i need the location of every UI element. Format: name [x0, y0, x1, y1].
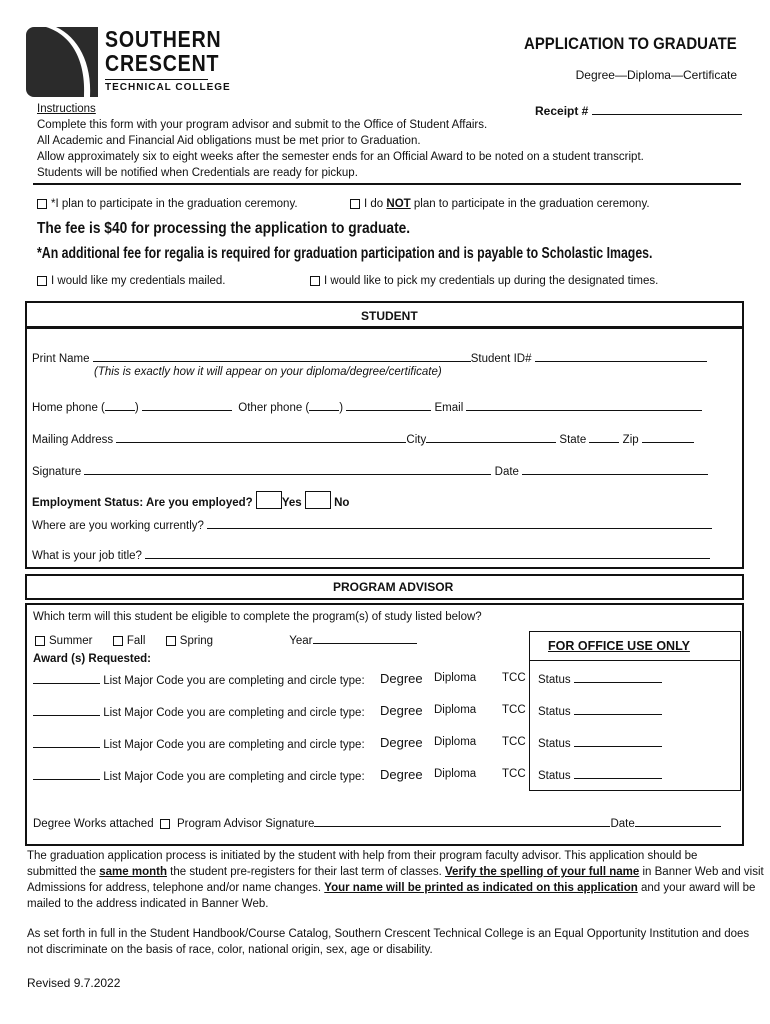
award-type-tcc[interactable]: TCC [502, 704, 526, 716]
state-field[interactable] [589, 431, 619, 443]
spring-checkbox[interactable] [166, 636, 176, 646]
other-phone-field[interactable] [346, 399, 431, 411]
receipt-number [535, 103, 742, 118]
processing-fee-notice: The fee is $40 for processing the application to graduate. [37, 220, 411, 237]
crescent-logo-mark [26, 27, 98, 97]
not-participate-checkbox[interactable] [350, 199, 360, 209]
status-row: Status [538, 671, 662, 686]
footer-paragraph-line: The graduation application process is initiated by the student with help from their program faculty advisor. This application should be [27, 850, 698, 862]
advisor-date-field[interactable] [635, 815, 721, 827]
instructions-heading: Instructions [37, 103, 96, 115]
year-field[interactable] [313, 632, 417, 644]
name-note: (This is exactly how it will appear on your diploma/degree/certificate) [94, 366, 442, 378]
logo-technical-college: TECHNICAL COLLEGE [105, 82, 231, 93]
status-row: Status [538, 703, 662, 718]
instruction-line: Allow approximately six to eight weeks after the semester ends for an Official Award to be noted on a student transcript. [37, 151, 644, 163]
job-title-field[interactable] [145, 547, 710, 559]
status-row: Status [538, 735, 662, 750]
degree-works-checkbox[interactable] [160, 819, 170, 829]
major-code-field[interactable] [33, 736, 100, 748]
signature-row: Signature Date [32, 463, 708, 478]
where-working-field[interactable] [207, 517, 712, 529]
equal-opportunity-line: As set forth in full in the Student Handbook/Course Catalog, Southern Crescent Technical College is an Equal Opportunity Institution and does [27, 928, 750, 940]
award-type-tcc[interactable]: TCC [502, 736, 526, 748]
award-type-tcc[interactable]: TCC [502, 672, 526, 684]
footer-paragraph-line: Admissions for address, telephone and/or name changes. Your name will be printed as indicated on this application and your award will be [27, 882, 756, 894]
receipt-field[interactable] [592, 103, 742, 115]
instruction-line: Complete this form with your program advisor and submit to the Office of Student Affairs. [37, 119, 488, 131]
print-name-row: Print Name Student ID# [32, 350, 707, 365]
credentials-mailed-option: I would like my credentials mailed. [37, 275, 226, 287]
employment-row: Employment Status: Are you employed? Yes No [32, 491, 349, 509]
award-type-degree[interactable]: Degree [380, 671, 423, 686]
award-type-diploma[interactable]: Diploma [434, 736, 477, 748]
major-code-field[interactable] [33, 704, 100, 716]
instruction-line: Students will be notified when Credentials are ready for pickup. [37, 167, 358, 179]
major-code-field[interactable] [33, 672, 100, 684]
logo-word-crescent: CRESCENT [105, 50, 220, 76]
award-type-degree[interactable]: Degree [380, 767, 423, 782]
award-row: List Major Code you are completing and circle type: [33, 704, 365, 719]
pickup-checkbox[interactable] [310, 276, 320, 286]
term-fall: Fall [126, 635, 146, 647]
footer-paragraph-line: submitted the same month the student pre-registers for their last term of classes. Verify the spelling of your full name in Banner Web and visit [27, 866, 764, 878]
instruction-line: All Academic and Financial Aid obligations must be met prior to Graduation. [37, 135, 421, 147]
term-question: Which term will this student be eligible to complete the program(s) of study listed below? [33, 611, 482, 623]
footer-paragraph-line: mailed to the address indicated in Banner Web. [27, 898, 269, 910]
term-spring: Spring [179, 635, 214, 647]
award-type-degree[interactable]: Degree [380, 703, 423, 718]
print-name-field[interactable] [93, 350, 471, 362]
employed-yes-field[interactable] [256, 491, 282, 509]
award-row: List Major Code you are completing and circle type: [33, 736, 365, 751]
advisor-signature-field[interactable] [314, 815, 610, 827]
logo-word-southern: SOUTHERN [105, 26, 222, 52]
office-use-title: FOR OFFICE USE ONLY [548, 639, 690, 653]
term-options: Summer Fall Spring Year [35, 632, 417, 647]
award-type-tcc[interactable]: TCC [502, 768, 526, 780]
address-row: Mailing Address City State Zip [32, 431, 694, 446]
ceremony-participate-option: *I plan to participate in the graduation ceremony. [37, 198, 298, 210]
status-field[interactable] [574, 767, 662, 779]
email-field[interactable] [466, 399, 702, 411]
status-field[interactable] [574, 671, 662, 683]
receipt-label: Receipt # [535, 104, 589, 118]
credentials-pickup-option: I would like to pick my credentials up during the designated times. [310, 275, 658, 287]
where-working-row: Where are you working currently? [32, 517, 712, 532]
summer-checkbox[interactable] [35, 636, 45, 646]
award-type-diploma[interactable]: Diploma [434, 704, 477, 716]
student-date-field[interactable] [522, 463, 708, 475]
other-phone-area-field[interactable] [309, 399, 339, 411]
fall-checkbox[interactable] [113, 636, 123, 646]
award-type-diploma[interactable]: Diploma [434, 768, 477, 780]
major-code-field[interactable] [33, 768, 100, 780]
home-phone-area-field[interactable] [105, 399, 135, 411]
term-summer: Summer [49, 635, 93, 647]
student-id-field[interactable] [535, 350, 707, 362]
form-title: APPLICATION TO GRADUATE [524, 34, 737, 53]
home-phone-field[interactable] [142, 399, 232, 411]
job-title-row: What is your job title? [32, 547, 710, 562]
zip-field[interactable] [642, 431, 694, 443]
award-row: List Major Code you are completing and circle type: [33, 768, 365, 783]
equal-opportunity-line: not discriminate on the basis of race, color, national origin, sex, age or disability. [27, 944, 433, 956]
advisor-signature-row: Degree Works attached Program Advisor Signature Date [33, 815, 721, 830]
mailing-address-field[interactable] [116, 431, 406, 443]
award-row: List Major Code you are completing and circle type: [33, 672, 365, 687]
award-type-diploma[interactable]: Diploma [434, 672, 477, 684]
form-subtitle: Degree—Diploma—Certificate [575, 68, 737, 82]
award-heading: Award (s) Requested: [33, 653, 152, 665]
logo-divider [105, 79, 208, 80]
status-field[interactable] [574, 703, 662, 715]
student-section-title: STUDENT [361, 309, 418, 323]
participate-checkbox[interactable] [37, 199, 47, 209]
revision-date: Revised 9.7.2022 [27, 976, 121, 990]
office-use-divider [529, 660, 741, 661]
status-row: Status [538, 767, 662, 782]
employed-no-field[interactable] [305, 491, 331, 509]
award-type-degree[interactable]: Degree [380, 735, 423, 750]
advisor-section-title: PROGRAM ADVISOR [333, 580, 454, 594]
status-field[interactable] [574, 735, 662, 747]
city-field[interactable] [426, 431, 556, 443]
mailed-checkbox[interactable] [37, 276, 47, 286]
regalia-fee-notice: *An additional fee for regalia is required for graduation participation and is payable to Scholastic Images. [37, 245, 653, 262]
phone-row: Home phone ( ) Other phone ( ) Email [32, 399, 702, 414]
instructions-rule [33, 183, 741, 185]
ceremony-not-participate-option: I do NOT plan to participate in the graduation ceremony. [350, 198, 650, 210]
student-signature-field[interactable] [84, 463, 491, 475]
